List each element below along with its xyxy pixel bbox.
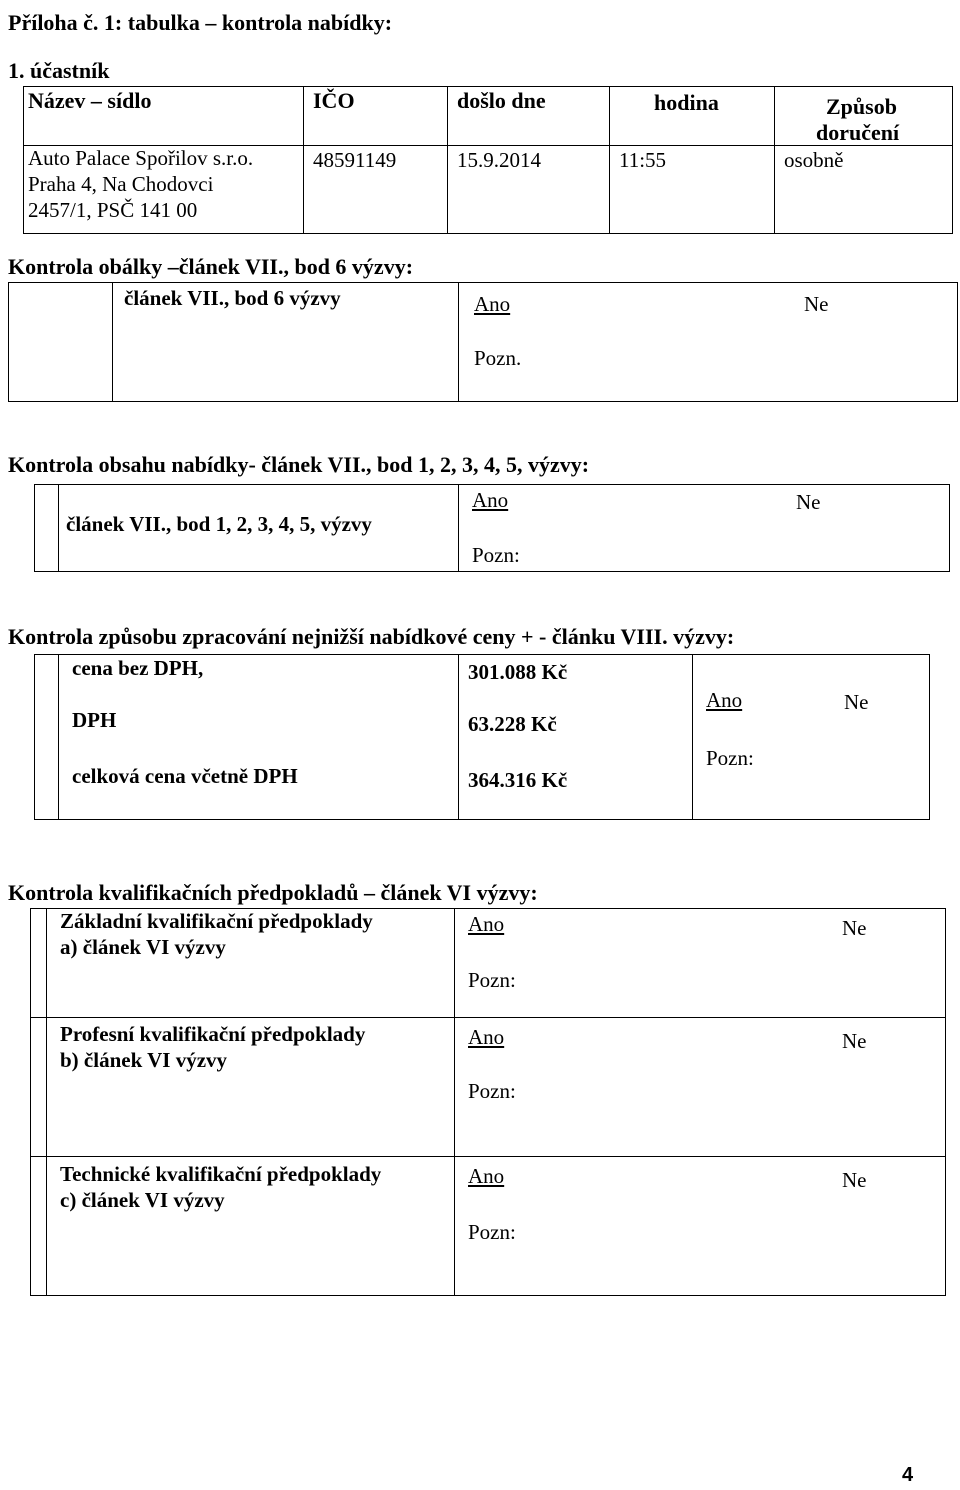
price-label-vat: DPH [72,708,117,732]
header-name: Název – sídlo [28,88,152,113]
price-heading: Kontrola způsobu zpracování nejnižší nabídkové ceny + - článku VIII. výzvy: [8,624,735,649]
qualification-technical-note: Pozn: [468,1220,516,1244]
price-label-net: cena bez DPH, [72,656,204,680]
envelope-item: článek VII., bod 6 výzvy [124,286,341,310]
qualification-basic-title: Základní kvalifikační předpoklady [60,909,373,933]
qualification-professional-title: Profesní kvalifikační předpoklady [60,1022,366,1046]
content-yes: Ano [472,488,509,512]
participant-ico: 48591149 [313,148,397,172]
price-label-total: celková cena včetně DPH [72,764,298,788]
qualification-technical-yes: Ano [468,1164,505,1188]
qualification-professional-note: Pozn: [468,1079,516,1103]
price-value-net: 301.088 Kč [468,660,568,684]
qualification-technical-ref: c) článek VI výzvy [60,1188,225,1212]
envelope-heading: Kontrola obálky –článek VII., bod 6 výzvy: [8,254,414,279]
envelope-yes: Ano [474,292,511,316]
qualification-heading: Kontrola kvalifikačních předpokladů – článek VI výzvy: [8,880,538,905]
price-yes: Ano [706,688,743,712]
qualification-basic-no: Ne [842,916,867,940]
envelope-no: Ne [804,292,829,316]
price-note: Pozn: [706,746,754,770]
participant-heading: 1. účastník [8,58,110,83]
qualification-basic-ref: a) článek VI výzvy [60,935,226,959]
envelope-note: Pozn. [474,346,522,370]
header-delivery-2: doručení [816,120,900,145]
content-no: Ne [796,490,821,514]
qualification-technical-title: Technické kvalifikační předpoklady [60,1162,382,1186]
content-heading: Kontrola obsahu nabídky- článek VII., bod 1, 2, 3, 4, 5, výzvy: [8,452,590,477]
qualification-technical-no: Ne [842,1168,867,1192]
qualification-basic-yes: Ano [468,912,505,936]
price-no: Ne [844,690,869,714]
page-title: Příloha č. 1: tabulka – kontrola nabídky: [8,10,393,35]
qualification-professional-ref: b) článek VI výzvy [60,1048,228,1072]
price-value-vat: 63.228 Kč [468,712,557,736]
header-ico: IČO [313,88,355,113]
participant-name-line2: Praha 4, Na Chodovci [28,172,214,196]
page-number: 4 [902,1464,914,1486]
participant-delivery: osobně [784,148,844,172]
header-received: došlo dne [457,88,546,113]
participant-name-line1: Auto Palace Spořilov s.r.o. [28,146,254,170]
participant-received: 15.9.2014 [457,148,541,172]
participant-name-line3: 2457/1, PSČ 141 00 [28,198,198,222]
header-hour: hodina [654,90,719,115]
qualification-basic-note: Pozn: [468,968,516,992]
qualification-professional-no: Ne [842,1029,867,1053]
content-note: Pozn: [472,543,520,567]
participant-hour: 11:55 [619,148,667,172]
price-value-total: 364.316 Kč [468,768,568,792]
content-item: článek VII., bod 1, 2, 3, 4, 5, výzvy [66,512,372,536]
qualification-professional-yes: Ano [468,1025,505,1049]
header-delivery-1: Způsob [826,94,897,119]
